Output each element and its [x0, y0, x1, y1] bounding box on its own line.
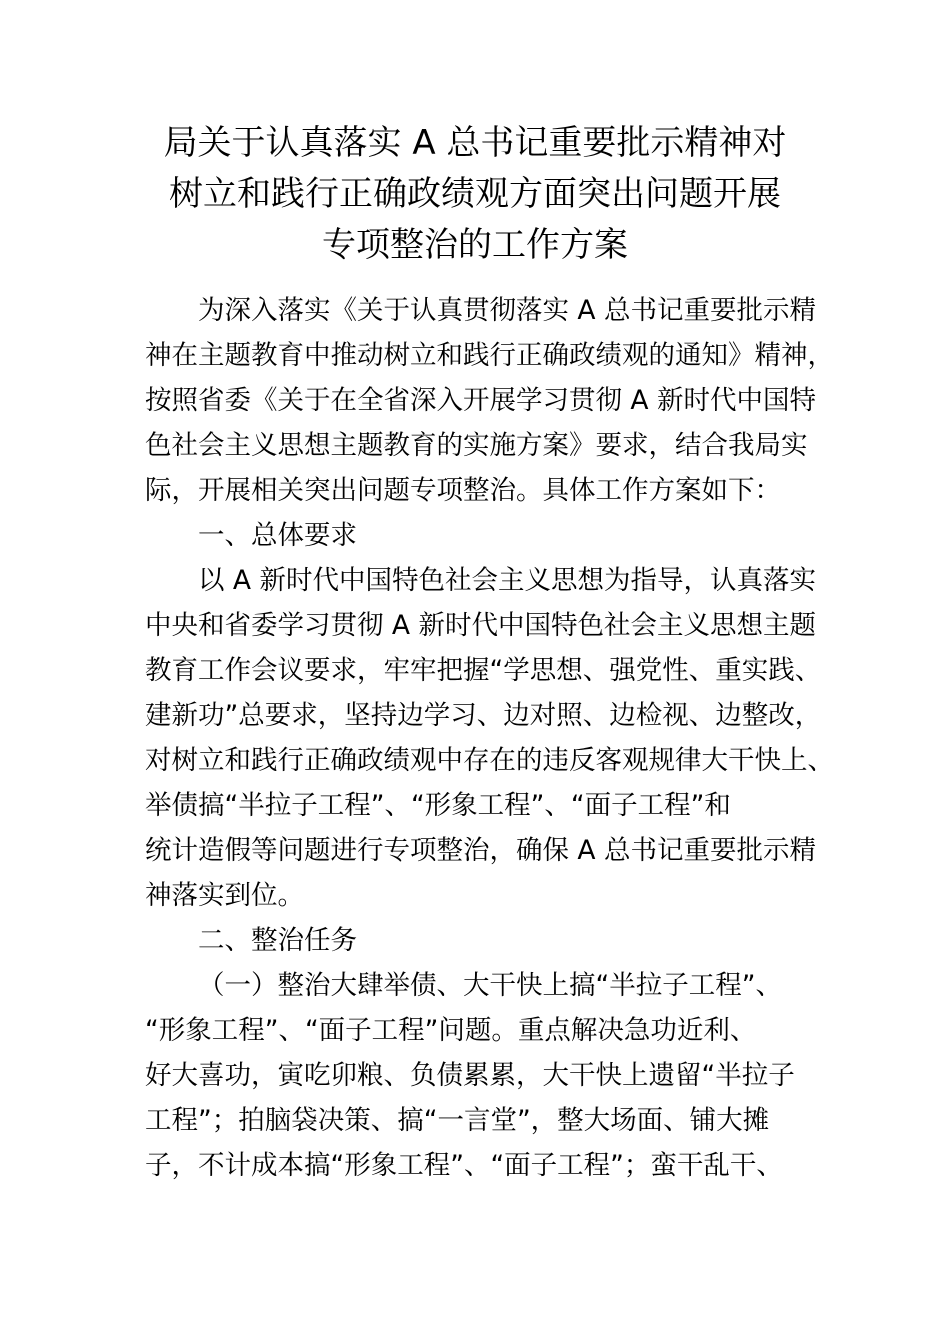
title-line: 局关于认真落实 A 总书记重要批示精神对: [163, 123, 787, 163]
section-heading: 二、整治任务: [198, 925, 357, 956]
paragraph-line: 中央和省委学习贯彻 A 新时代中国特色社会主义思想主题: [145, 610, 816, 641]
document-title: [120, 118, 830, 271]
paragraph-line: 统计造假等问题进行专项整治，确保 A 总书记重要批示精: [145, 835, 816, 866]
paragraph-line: 神在主题教育中推动树立和践行正确政绩观的通知》精神，: [145, 340, 834, 371]
paragraph-line: 神落实到位。: [145, 880, 304, 911]
paragraph-line: 对树立和践行正确政绩观中存在的违反客观规律大干快上、: [145, 745, 834, 776]
paragraph-line: “形象工程”、“面子工程”问题。重点解决急功近利、: [145, 1015, 757, 1046]
paragraph-line: 色社会主义思想主题教育的实施方案》要求，结合我局实: [145, 430, 808, 461]
title-line: 专项整治的工作方案: [322, 225, 628, 265]
paragraph-line: 建新功”总要求，坚持边学习、边对照、边检视、边整改，: [145, 700, 822, 731]
paragraph-line: 工程”；拍脑袋决策、搞“一言堂”，整大场面、铺大摊: [145, 1105, 770, 1136]
title-line: 树立和践行正确政绩观方面突出问题开展: [169, 174, 781, 214]
paragraph-line: （一）整治大肆举债、大干快上搞“半拉子工程”、: [198, 970, 782, 1001]
paragraph-line: 以 A 新时代中国特色社会主义思想为指导，认真落实: [198, 565, 816, 596]
paragraph-line: 举债搞“半拉子工程”、“形象工程”、“面子工程”和: [145, 790, 731, 821]
document-body: [145, 288, 834, 1188]
paragraph-line: 教育工作会议要求，牢牢把握“学思想、强党性、重实践、: [145, 655, 822, 686]
paragraph-line: 好大喜功，寅吃卯粮、负债累累，大干快上遗留“半拉子: [145, 1060, 795, 1091]
section-heading: 一、总体要求: [198, 520, 357, 551]
paragraph-line: 际，开展相关突出问题专项整治。具体工作方案如下：: [145, 475, 781, 506]
paragraph-line: 按照省委《关于在全省深入开展学习贯彻 A 新时代中国特: [145, 385, 816, 416]
paragraph-line: 子，不计成本搞“形象工程”、“面子工程”；蛮干乱干、: [145, 1150, 783, 1181]
paragraph-line: 为深入落实《关于认真贯彻落实 A 总书记重要批示精: [198, 295, 816, 326]
